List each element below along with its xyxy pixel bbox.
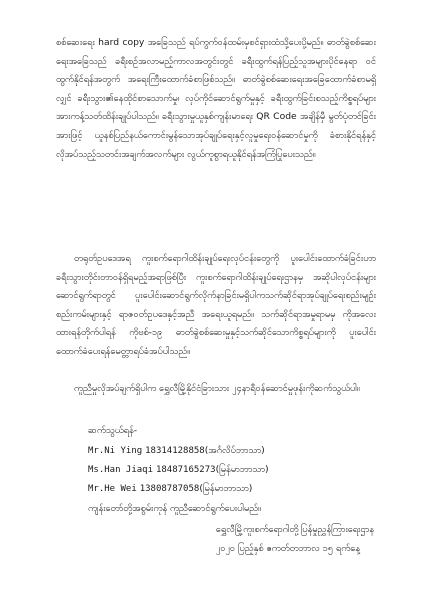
contact-phone: 18314128858 <box>145 446 205 456</box>
contact-language: (မြန်မာဘာသာ) <box>199 483 253 494</box>
contact-language: (အင်္ဂလိပ်ဘာသာ) <box>204 445 265 456</box>
paragraph-1: စစ်ဆေးရေး hard copy အခြေသည် ရပ်ကွက်ဝန်ထမ်းမှစင်ရှားထံသို့ပေးပို့မည်။ ဓာတ်ခွဲစစ်ဆေးရေးအခြေသည် ခရီးစဉ်အလာမည့်ကာလအတွင်းတွင် ခရီးထွက်ရန်ပြည့်သူအများပိုင်နေရာ ဝင်ထွက်နိုင်ရန်အတွက် အရေးကြီးထောက်ခံစာဖြစ်သည်။ ဓာတ်ခွဲစစ်ဆေးရေးအခြေထောက်ခံစာမရှိလျှင် ခရီးသွား၏နေထိုင်စာသောက်မှု၊ လုပ်ကိုင်ဆောင်ရွက်မှုနှင့် ခရီးထွက်ခြင်းစသည့်ကိစ္စရပ်များအားကန့်သတ်ထိန်းချုပ်ပါသည်။ ခရီးသွားမှုယူနှစ်ကျန်းမာရေး QR Code အချိန်မှီ မွတ်ပုံတင်ခြင်းအားဖြင့် ယူနစ်ပြည်နယ်ကောင်းမွန်သောအုပ်ချုပ်ရေးနှင့်လူမှုရေးဝန်ဆောင်မှုကို ခံစားနိုင်ရန်နှင့် လိုအပ်သည့်သတင်းအချက်အလက်များ လွယ်ကူစွာရယူနိုင်ရန်အကြံပြုပေးသည်။ <box>56 37 376 160</box>
closing-line: ကျန်းတော်တို့အစွမ်းကုန် ကူညီဆောင်ရွက်ပေးပါမည်။ <box>88 503 261 514</box>
contact-line <box>88 442 265 460</box>
paragraph-2: တရုတ်ဥပဒေအရ ကူးစက်ရောဂါထိန်းချုပ်ရေးလုပ်ငန်းတွေကို ပူးပေါင်းထောက်ခံခြင်းဟာ ခရီးသွားတိုင်းတာဝန်ရှိရမည့်အရာဖြစ်ပြီး ကူးစက်ရောဂါထိန်းချုပ်ရေးဌာနမှ အဆိုပါလုပ်ငန်းများဆောင်ရွက်ရာတွင် ပူးပေါင်းဆောင်ရွက်လိုက်နာခြင်းမရှိပါကသက်ဆိုင်ရာအုပ်ချုပ်ရေးစည်းမျဉ်းစည်းကမ်းများနှင့် ရာဇဝတ်ဥပဒေနှင့်အညီ အရေးယူရမည်။ သက်ဆိုင်ရာအမှုရာမမှ ကိုအလေး ထားရန်တိုက်ပါရန် ကိုဗစ်-၁၉ ဓာတ်ခွဲစစ်ဆေးမှုနှင့်သက်ဆိုင်သောကိစ္စရပ်များကို ပူးပေါင်းထောက်ခံပေးရန်မေတ္တာရပ်ခံအပ်ပါသည်။ <box>56 253 376 357</box>
contact-phone: 18487165273 <box>155 465 216 475</box>
contact-name: Mr.Ni Ying <box>88 446 143 456</box>
contact-phone: 13808787058 <box>139 484 200 494</box>
contact-header: ဆက်သွယ်ရန်- <box>88 425 138 436</box>
contact-line <box>88 461 269 479</box>
contact-name: Mr.He Wei <box>88 484 137 494</box>
issue-date: ၂၀၂၀ ပြည့်နှစ် ဧကတ်တဘာလ ၁၅ ရက်နေ့ <box>215 543 360 554</box>
contact-name: Ms.Han Jiaqi <box>88 465 154 475</box>
contact-language: (မြန်မာဘာသာ) <box>215 464 269 475</box>
issuer-signature: ရွှေလီမြို့ကူးစက်ရောဂါတို့ပြန်မှုညွှန်ကြားရေးဌာန <box>215 524 374 535</box>
paragraph-3: ကူညီမှုလိုအပ်ချက်ရှိပါက ရွှေလီမြို့နိုင်ငံခြားသား ၂၄နာရီဝန်ဆောင်မှုဖုန်းကိုဆက်သွယ်ပါ။ <box>74 383 360 394</box>
contact-line <box>88 480 252 498</box>
